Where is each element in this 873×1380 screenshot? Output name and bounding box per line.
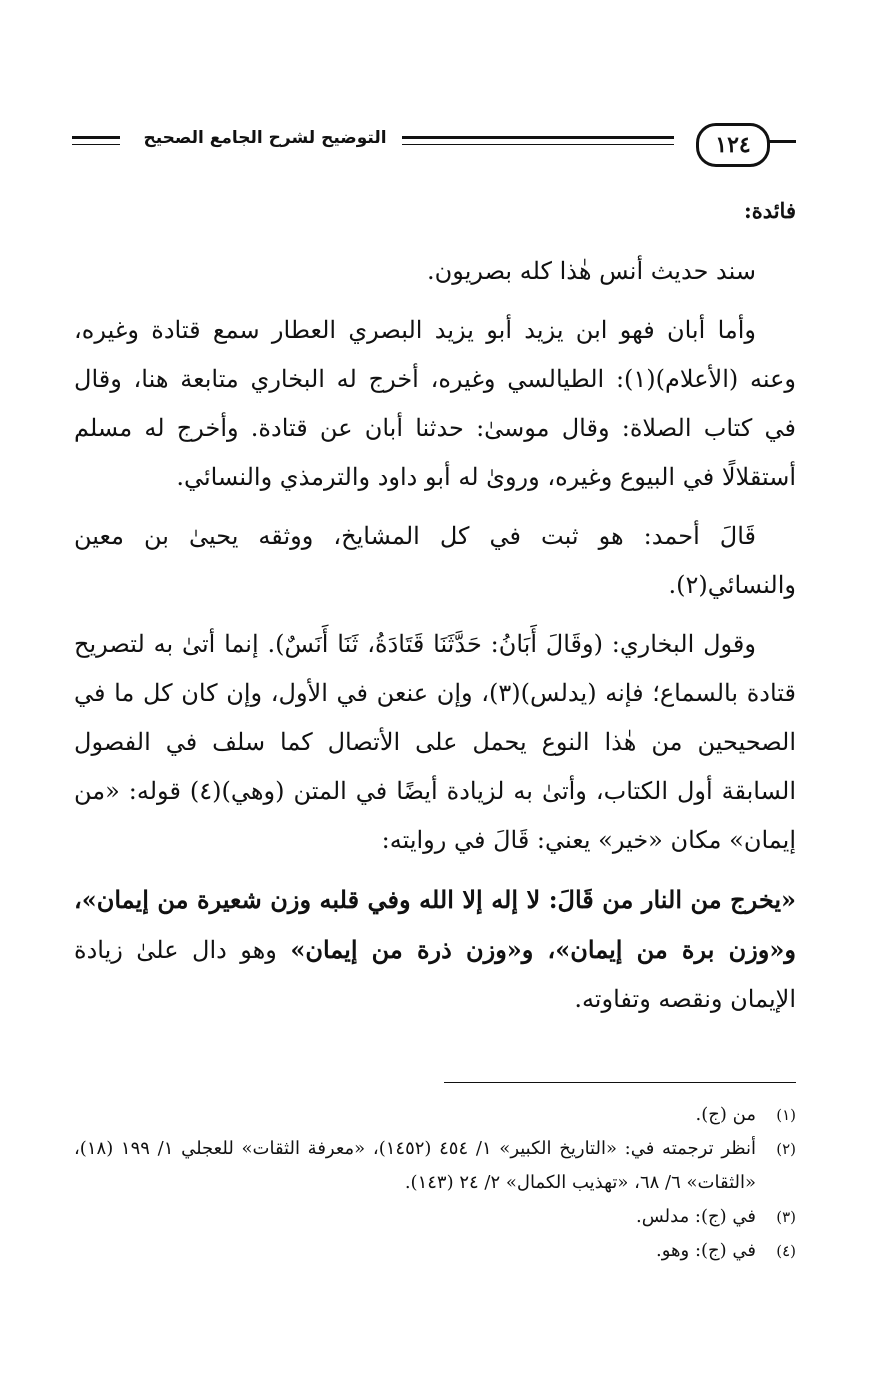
header-rule-mid-top xyxy=(402,136,674,139)
footnote-separator xyxy=(444,1082,796,1083)
footnote-1 xyxy=(74,1098,796,1132)
page-number: ١٢٤ xyxy=(696,123,770,167)
footnote-number: (١) xyxy=(776,1106,796,1124)
main-text xyxy=(74,186,796,1034)
footnote-4 xyxy=(74,1234,796,1268)
paragraph-2: وأما أبان فهو ابن يزيد أبو يزيد البصري العطار سمع قتادة وغيره، وعنه (الأعلام)(١): الطيالسي وغيره، أخرج له البخاري متابعة هنا، وقال في كتاب الصلاة: وقال موسىٰ: حدثنا أبان عن قتادة. وأخرج له مسلم أستقلالًا في البيوع وغيره، وروىٰ له أبو داود والترمذي والنسائي. xyxy=(74,316,797,491)
footnote-text: من (ج). xyxy=(695,1104,756,1125)
footnote-number: (٤) xyxy=(776,1242,796,1260)
header-rule-left-bottom xyxy=(72,144,120,145)
footnote-text: في (ج): مدلس. xyxy=(635,1206,756,1227)
footnote-text: في (ج): وهو. xyxy=(656,1240,756,1261)
hadith-quote: «يخرج من النار من قَالَ: لا إله إلا الله وفي قلبه وزن شعيرة من إيمان»، و«وزن برة من إيمان»، و«وزن ذرة من إيمان» xyxy=(74,885,796,964)
page-header xyxy=(72,120,796,168)
footnote-2 xyxy=(74,1132,796,1200)
paragraph-5-rest: وهو دال علىٰ زيادة الإيمان ونقصه وتفاوته. xyxy=(74,936,796,1013)
footnotes xyxy=(74,1098,796,1268)
paragraph-4: وقول البخاري: (وقَالَ أَبَانُ: حَدَّثَنَا قَتَادَةُ، ثَنَا أَنَسٌ). إنما أتىٰ به لتصريح قتادة بالسماع؛ فإنه (يدلس)(٣)، وإن عنعن في الأول، وإن كان كل ما في الصحيحين من هٰذا النوع يحمل على الأتصال كما سلف في الفصول السابقة أول الكتاب، وأتىٰ به لزيادة أيضًا في المتن (وهي)(٤) قوله: «من إيمان» مكان «خير» يعني: قَالَ في روايته: xyxy=(74,630,796,854)
footnote-3 xyxy=(74,1200,796,1234)
footnote-number: (٣) xyxy=(776,1208,796,1226)
running-title: التوضيح لشرح الجامع الصحيح xyxy=(143,128,387,148)
header-rule-mid-bottom xyxy=(402,144,674,145)
footnote-text: أنظر ترجمته في: «التاريخ الكبير» ١/ ٤٥٤ (١٤٥٢)، «معرفة الثقات» للعجلي ١/ ١٩٩ (١٨)، «الثقات» ٦/ ٦٨، «تهذيب الكمال» ٢/ ٢٤ (١٤٣). xyxy=(74,1138,757,1193)
header-rule-left-top xyxy=(72,136,120,139)
footnote-number: (٢) xyxy=(776,1140,796,1158)
paragraph-1: سند حديث أنس هٰذا كله بصريون. xyxy=(427,257,756,285)
section-heading: فائدة: xyxy=(743,198,796,223)
paragraph-3: قَالَ أحمد: هو ثبت في كل المشايخ، ووثقه يحيىٰ بن معين والنسائي(٢). xyxy=(74,522,796,599)
paragraph-5 xyxy=(74,875,796,1024)
